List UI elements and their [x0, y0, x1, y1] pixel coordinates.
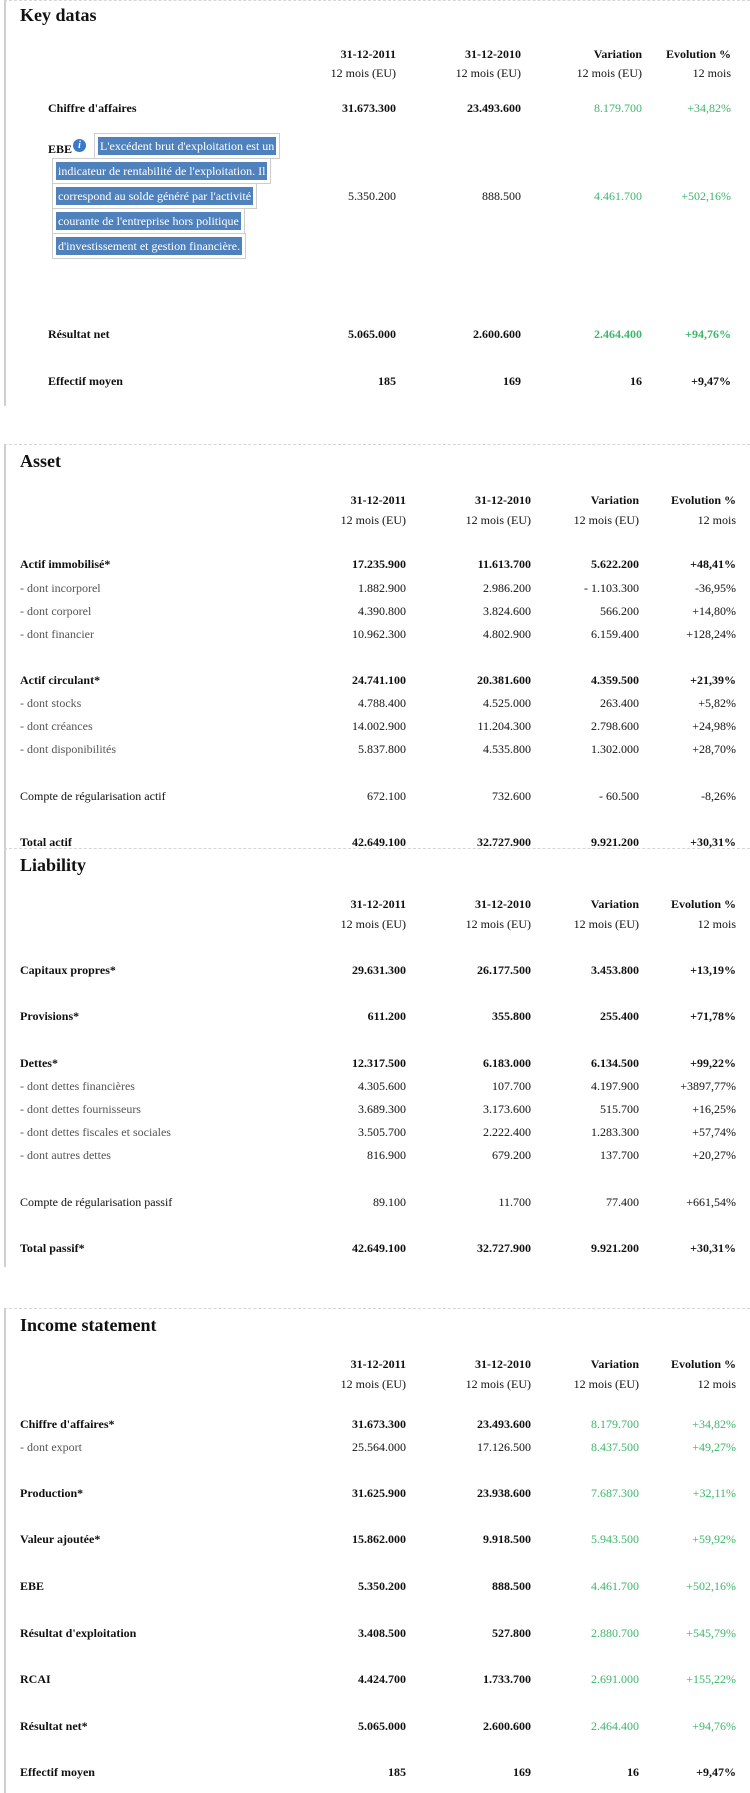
- col-2011-sub: 12 mois (EU): [330, 66, 396, 80]
- value-evolution: +71,78%: [690, 1009, 736, 1023]
- value-evolution: +3897,77%: [680, 1079, 736, 1093]
- row-label: Résultat net: [48, 327, 110, 341]
- value-2011: 1.882.900: [358, 581, 406, 595]
- value-2011: 29.631.300: [352, 963, 406, 977]
- value-2010: 26.177.500: [477, 963, 531, 977]
- col-2010-title: 31-12-2010: [475, 493, 531, 507]
- value-2010: 732.600: [492, 789, 531, 803]
- value-evolution: +57,74%: [692, 1125, 736, 1139]
- col-variation-title: Variation: [593, 47, 642, 61]
- value-evolution: +14,80%: [692, 604, 736, 618]
- row-label: - dont dettes fiscales et sociales: [20, 1125, 171, 1139]
- col-2010-sub: 12 mois (EU): [465, 1377, 531, 1391]
- value-2010: 3.173.600: [483, 1102, 531, 1116]
- value-2010: 2.600.600: [473, 327, 521, 341]
- table-row: [6, 671, 750, 689]
- row-label: EBE i: [48, 139, 86, 158]
- row-label: Capitaux propres*: [20, 963, 116, 977]
- table-row: [6, 325, 750, 343]
- row-label: - dont dettes fournisseurs: [20, 1102, 141, 1116]
- row-label: Total passif*: [20, 1241, 85, 1255]
- col-variation-sub: 12 mois (EU): [573, 917, 639, 931]
- value-variation: 8.179.700: [591, 1417, 639, 1431]
- col-2010-sub: 12 mois (EU): [465, 513, 531, 527]
- table-row: [6, 579, 750, 597]
- value-2011: 4.390.800: [358, 604, 406, 618]
- value-2011: 89.100: [373, 1195, 406, 1209]
- value-evolution: +48,41%: [690, 557, 736, 571]
- table-row: [6, 1624, 750, 1642]
- col-2011-sub: 12 mois (EU): [340, 1377, 406, 1391]
- value-variation: 1.302.000: [591, 742, 639, 756]
- column-subheader-row: [6, 915, 750, 933]
- value-2010: 2.986.200: [483, 581, 531, 595]
- value-evolution: +30,31%: [690, 835, 736, 849]
- value-2011: 4.305.600: [358, 1079, 406, 1093]
- col-2010-title: 31-12-2010: [465, 47, 521, 61]
- value-2010: 888.500: [482, 189, 521, 203]
- col-2011-title: 31-12-2011: [350, 493, 406, 507]
- table-row: [6, 625, 750, 643]
- value-evolution: +94,76%: [685, 327, 731, 341]
- value-2011: 4.788.400: [358, 696, 406, 710]
- col-variation-title: Variation: [590, 897, 639, 911]
- value-variation: 566.200: [600, 604, 639, 618]
- value-2010: 355.800: [492, 1009, 531, 1023]
- tooltip-line: courante de l'entreprise hors politique: [58, 214, 239, 228]
- liability-panel: [4, 848, 750, 1267]
- value-2011: 5.065.000: [358, 1719, 406, 1733]
- value-variation: 2.798.600: [591, 719, 639, 733]
- value-2011: 31.625.900: [352, 1486, 406, 1500]
- value-2010: 23.493.600: [477, 1417, 531, 1431]
- col-evolution-sub: 12 mois: [697, 917, 736, 931]
- value-evolution: +5,82%: [698, 696, 736, 710]
- value-evolution: +13,19%: [690, 963, 736, 977]
- col-2010-sub: 12 mois (EU): [465, 917, 531, 931]
- value-variation: 9.921.200: [591, 1241, 639, 1255]
- row-label: Valeur ajoutée*: [20, 1532, 101, 1546]
- table-row: [6, 694, 750, 712]
- value-evolution: +59,92%: [692, 1532, 736, 1546]
- tooltip-line: L'excédent brut d'exploitation est un: [100, 139, 275, 153]
- value-2010: 679.200: [492, 1148, 531, 1162]
- table-row: [6, 372, 750, 390]
- value-2010: 9.918.500: [483, 1532, 531, 1546]
- value-evolution: +34,82%: [692, 1417, 736, 1431]
- value-2011: 5.350.200: [358, 1579, 406, 1593]
- value-variation: 2.691.000: [591, 1672, 639, 1686]
- value-2011: 31.673.300: [342, 101, 396, 115]
- row-label: - dont créances: [20, 719, 93, 733]
- value-2011: 3.505.700: [358, 1125, 406, 1139]
- value-evolution: +16,25%: [692, 1102, 736, 1116]
- col-evolution-sub: 12 mois: [697, 513, 736, 527]
- value-2010: 4.535.800: [483, 742, 531, 756]
- row-label: - dont export: [20, 1440, 82, 1454]
- value-variation: 8.179.700: [594, 101, 642, 115]
- column-subheader-row: [6, 1375, 750, 1393]
- row-label: Actif circulant*: [20, 673, 101, 687]
- col-2011-sub: 12 mois (EU): [340, 917, 406, 931]
- value-variation: 4.359.500: [591, 673, 639, 687]
- value-evolution: +545,79%: [686, 1626, 736, 1640]
- column-header-row: [6, 1355, 750, 1373]
- table-row: [6, 602, 750, 620]
- value-2011: 12.317.500: [352, 1056, 406, 1070]
- tooltip-line: indicateur de rentabilité de l'exploitation. Il: [58, 164, 266, 178]
- table-row: [6, 1484, 750, 1502]
- value-2011: 31.673.300: [352, 1417, 406, 1431]
- value-variation: 2.464.400: [594, 327, 642, 341]
- row-label: Effectif moyen: [20, 1765, 95, 1779]
- table-row: [6, 1077, 750, 1095]
- value-evolution: +94,76%: [692, 1719, 736, 1733]
- value-evolution: +21,39%: [690, 673, 736, 687]
- value-evolution: +32,11%: [692, 1486, 736, 1500]
- table-row: [6, 1670, 750, 1688]
- value-variation: 4.461.700: [591, 1579, 639, 1593]
- table-row: [6, 1146, 750, 1164]
- value-evolution: -36,95%: [695, 581, 736, 595]
- tooltip-line: d'investissement et gestion financière.: [58, 239, 241, 253]
- value-variation: 8.437.500: [591, 1440, 639, 1454]
- value-variation: 4.197.900: [591, 1079, 639, 1093]
- table-row: [6, 99, 750, 117]
- value-variation: 7.687.300: [591, 1486, 639, 1500]
- value-variation: 6.134.500: [591, 1056, 639, 1070]
- col-evolution-sub: 12 mois: [692, 66, 731, 80]
- value-2011: 611.200: [367, 1009, 406, 1023]
- value-2011: 4.424.700: [358, 1672, 406, 1686]
- value-variation: 5.943.500: [591, 1532, 639, 1546]
- col-variation-sub: 12 mois (EU): [573, 513, 639, 527]
- table-row: [6, 787, 750, 805]
- value-variation: 3.453.800: [591, 963, 639, 977]
- value-variation: - 1.103.300: [584, 581, 639, 595]
- value-2010: 169: [503, 374, 521, 388]
- table-row: [6, 1239, 750, 1257]
- value-variation: 4.461.700: [594, 189, 642, 203]
- table-row: [6, 1193, 750, 1211]
- value-evolution: +661,54%: [686, 1195, 736, 1209]
- value-variation: 5.622.200: [591, 557, 639, 571]
- row-label: - dont financier: [20, 627, 94, 641]
- value-variation: 6.159.400: [591, 627, 639, 641]
- row-label: - dont dettes financières: [20, 1079, 135, 1093]
- panel-title: Income statement: [20, 1315, 157, 1335]
- row-label: EBE: [20, 1579, 45, 1593]
- value-variation: - 60.500: [599, 789, 639, 803]
- table-row: [6, 1438, 750, 1456]
- value-evolution: +34,82%: [687, 101, 731, 115]
- value-evolution: +9,47%: [696, 1765, 736, 1779]
- col-variation-title: Variation: [590, 493, 639, 507]
- col-2011-title: 31-12-2011: [350, 897, 406, 911]
- col-evolution-title: Evolution %: [670, 493, 736, 507]
- panel-title: Liability: [20, 855, 87, 875]
- value-evolution: +28,70%: [692, 742, 736, 756]
- row-label: - dont corporel: [20, 604, 92, 618]
- row-label: - dont incorporel: [20, 581, 101, 595]
- panel-title: Key datas: [20, 5, 97, 25]
- row-label: - dont stocks: [20, 696, 82, 710]
- value-2011: 14.002.900: [352, 719, 406, 733]
- value-variation: 9.921.200: [591, 835, 639, 849]
- table-row: [6, 1577, 750, 1595]
- row-label: Compte de régularisation actif: [20, 789, 166, 803]
- info-icon[interactable]: i: [73, 139, 86, 152]
- table-row: [6, 1763, 750, 1781]
- row-label: Résultat net*: [20, 1719, 88, 1733]
- row-label: - dont autres dettes: [20, 1148, 111, 1162]
- value-2011: 10.962.300: [352, 627, 406, 641]
- value-2010: 527.800: [492, 1626, 531, 1640]
- value-2010: 32.727.900: [477, 1241, 531, 1255]
- value-2010: 32.727.900: [477, 835, 531, 849]
- value-2011: 3.408.500: [358, 1626, 406, 1640]
- value-2011: 672.100: [367, 789, 406, 803]
- table-row: [6, 961, 750, 979]
- col-variation-sub: 12 mois (EU): [573, 1377, 639, 1391]
- value-variation: 263.400: [600, 696, 639, 710]
- value-2011: 24.741.100: [352, 673, 406, 687]
- value-2011: 185: [378, 374, 396, 388]
- value-2010: 1.733.700: [483, 1672, 531, 1686]
- value-2011: 42.649.100: [352, 835, 406, 849]
- key-datas-panel: [4, 0, 750, 406]
- value-2011: 17.235.900: [352, 557, 406, 571]
- col-2010-title: 31-12-2010: [475, 1357, 531, 1371]
- value-evolution: +24,98%: [692, 719, 736, 733]
- column-subheader-row: [6, 511, 750, 529]
- value-variation: 16: [630, 374, 642, 388]
- table-row: [6, 740, 750, 758]
- row-label: Compte de régularisation passif: [20, 1195, 173, 1209]
- col-evolution-title: Evolution %: [670, 897, 736, 911]
- column-header-row: [6, 45, 750, 63]
- row-label: Chiffre d'affaires: [48, 101, 137, 115]
- value-2010: 4.525.000: [483, 696, 531, 710]
- table-row-ebe: [6, 131, 750, 261]
- row-label: Total actif: [20, 835, 72, 849]
- col-2011-title: 31-12-2011: [350, 1357, 406, 1371]
- table-row: [6, 1007, 750, 1025]
- value-2010: 20.381.600: [477, 673, 531, 687]
- tooltip-line: correspond au solde généré par l'activité: [58, 189, 252, 203]
- row-label: Provisions*: [20, 1009, 80, 1023]
- value-evolution: +99,22%: [690, 1056, 736, 1070]
- value-2011: 816.900: [367, 1148, 406, 1162]
- value-2010: 23.493.600: [467, 101, 521, 115]
- row-label: Effectif moyen: [48, 374, 123, 388]
- value-2010: 2.222.400: [483, 1125, 531, 1139]
- value-2011: 42.649.100: [352, 1241, 406, 1255]
- row-label: - dont disponibilités: [20, 742, 116, 756]
- panel-title: Asset: [20, 451, 61, 471]
- value-2011: 5.837.800: [358, 742, 406, 756]
- row-label: Chiffre d'affaires*: [20, 1417, 115, 1431]
- value-variation: 16: [627, 1765, 639, 1779]
- value-2010: 888.500: [492, 1579, 531, 1593]
- value-2010: 17.126.500: [477, 1440, 531, 1454]
- value-2010: 11.204.300: [477, 719, 531, 733]
- value-variation: 2.880.700: [591, 1626, 639, 1640]
- col-2010-title: 31-12-2010: [475, 897, 531, 911]
- table-row: [6, 1530, 750, 1548]
- value-2010: 11.700: [498, 1195, 531, 1209]
- income-panel: [4, 1308, 750, 1793]
- value-evolution: +30,31%: [690, 1241, 736, 1255]
- table-row: [6, 1100, 750, 1118]
- value-2011: 3.689.300: [358, 1102, 406, 1116]
- value-variation: 515.700: [600, 1102, 639, 1116]
- value-2011: 5.350.200: [348, 189, 396, 203]
- table-row: [6, 717, 750, 735]
- value-evolution: +20,27%: [692, 1148, 736, 1162]
- col-2011-title: 31-12-2011: [340, 47, 396, 61]
- value-evolution: +128,24%: [686, 627, 736, 641]
- value-evolution: +502,16%: [681, 189, 731, 203]
- value-2010: 4.802.900: [483, 627, 531, 641]
- column-header-row: [6, 895, 750, 913]
- value-variation: 2.464.400: [591, 1719, 639, 1733]
- col-2011-sub: 12 mois (EU): [340, 513, 406, 527]
- value-2010: 11.613.700: [477, 557, 531, 571]
- col-evolution-title: Evolution %: [665, 47, 731, 61]
- value-variation: 137.700: [600, 1148, 639, 1162]
- table-row: [6, 1054, 750, 1072]
- value-evolution: +155,22%: [686, 1672, 736, 1686]
- value-2011: 25.564.000: [352, 1440, 406, 1454]
- column-subheader-row: [6, 64, 750, 82]
- value-2010: 3.824.600: [483, 604, 531, 618]
- col-variation-sub: 12 mois (EU): [576, 66, 642, 80]
- table-row: [6, 555, 750, 573]
- value-variation: 77.400: [606, 1195, 639, 1209]
- row-label: Actif immobilisé*: [20, 557, 111, 571]
- value-2010: 6.183.000: [483, 1056, 531, 1070]
- value-2010: 169: [513, 1765, 531, 1779]
- col-variation-title: Variation: [590, 1357, 639, 1371]
- asset-panel: [4, 444, 750, 849]
- row-label: RCAI: [20, 1672, 51, 1686]
- value-2010: 2.600.600: [483, 1719, 531, 1733]
- value-variation: 1.283.300: [591, 1125, 639, 1139]
- col-2010-sub: 12 mois (EU): [455, 66, 521, 80]
- value-2010: 23.938.600: [477, 1486, 531, 1500]
- row-label: Production*: [20, 1486, 84, 1500]
- value-evolution: +502,16%: [686, 1579, 736, 1593]
- table-row: [6, 1415, 750, 1433]
- col-evolution-sub: 12 mois: [697, 1377, 736, 1391]
- value-2011: 5.065.000: [348, 327, 396, 341]
- value-2011: 185: [388, 1765, 406, 1779]
- value-2010: 107.700: [492, 1079, 531, 1093]
- value-evolution: -8,26%: [701, 789, 736, 803]
- value-evolution: +9,47%: [691, 374, 731, 388]
- table-row: [6, 1717, 750, 1735]
- table-row: [6, 1123, 750, 1141]
- row-label: Dettes*: [20, 1056, 58, 1070]
- column-header-row: [6, 491, 750, 509]
- value-variation: 255.400: [600, 1009, 639, 1023]
- value-2011: 15.862.000: [352, 1532, 406, 1546]
- value-evolution: +49,27%: [692, 1440, 736, 1454]
- row-label: Résultat d'exploitation: [20, 1626, 137, 1640]
- col-evolution-title: Evolution %: [670, 1357, 736, 1371]
